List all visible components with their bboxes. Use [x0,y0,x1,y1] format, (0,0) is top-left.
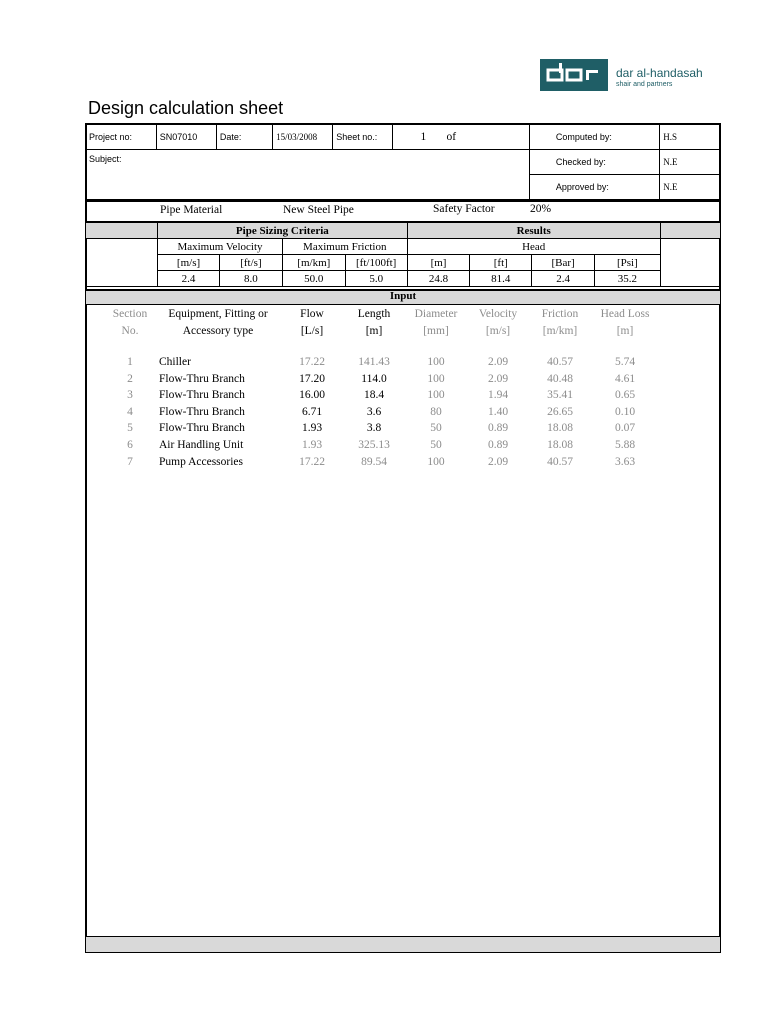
checked-label: Checked by: [529,150,659,175]
section-no: 7 [127,455,133,468]
result-value: 81.4 [470,271,532,287]
max-friction-label: Maximum Friction [282,239,407,255]
headloss-value: 0.10 [614,405,636,418]
criteria-value: 5.0 [345,271,407,287]
header-table [86,124,720,200]
result-value: 35.2 [594,271,660,287]
section-no: 2 [127,372,133,385]
headloss-value: 4.61 [614,372,636,385]
equipment-type: Chiller [159,356,191,368]
diameter-value: 100 [427,389,445,402]
equipment-type: Pump Accessories [159,455,244,468]
friction-value: 35.41 [547,389,573,402]
criteria-table [86,222,720,287]
friction-value: 40.57 [547,455,573,468]
headloss-value: 0.65 [614,389,636,402]
unit-cell: [Bar] [532,255,595,271]
flow-value: 1.93 [301,422,323,435]
section-no: 1 [127,356,133,368]
equipment-type: Flow-Thru Branch [159,422,245,435]
unit-cell: [m] [407,255,470,271]
diameter-value: 50 [430,439,442,451]
diameter-header: Diameter [mm] [414,308,458,337]
sheet-value: 1 [420,131,427,143]
headloss-value: 0.07 [614,422,636,435]
results-title: Results [407,223,660,239]
length-value: 18.4 [363,389,385,402]
max-velocity-label: Maximum Velocity [158,239,283,255]
page-title: Design calculation sheet [88,98,284,118]
equipment-type: Flow-Thru Branch [159,372,245,385]
unit-cell: [m/s] [158,255,220,271]
project-value: SN07010 [156,125,216,150]
subject-label: Subject: [86,150,529,200]
flow-value: 17.22 [299,356,325,368]
headloss-header: Head Loss [m] [600,308,650,337]
flow-value: 17.20 [299,372,325,385]
length-value: 89.54 [361,455,387,468]
pipe-sizing-criteria-title: Pipe Sizing Criteria [158,223,408,239]
friction-value: 40.48 [547,372,573,385]
friction-value: 18.08 [547,439,573,451]
length-value: 3.8 [366,422,382,435]
flow-value: 6.71 [301,405,323,418]
diameter-value: 100 [427,455,445,468]
length-value: 3.6 [366,405,382,418]
diameter-value: 100 [427,356,445,368]
criteria-value: 2.4 [158,271,220,287]
flow-value: 17.22 [299,455,325,468]
friction-value: 18.08 [547,422,573,435]
equipment-type: Flow-Thru Branch [159,405,245,418]
computed-label: Computed by: [529,125,659,150]
unit-cell: [ft/s] [219,255,282,271]
friction-value: 26.65 [547,405,573,418]
safety-factor-label: Safety Factor [433,203,495,215]
equipment-header: Equipment, Fitting or Accessory type [168,308,268,337]
section-no: 4 [127,405,133,418]
pipe-material-label: Pipe Material [160,204,223,216]
headloss-value: 5.88 [614,439,636,451]
head-label: Head [407,239,660,255]
length-value: 141.43 [358,356,390,368]
section-no: 5 [127,422,133,435]
velocity-value: 1.40 [487,405,509,418]
date-label: Date: [216,125,272,150]
length-value: 114.0 [361,372,387,385]
section-header: Section No. [112,308,148,337]
logo-mark [540,59,608,91]
velocity-header: Velocity [m/s] [478,308,518,337]
criteria-value: 8.0 [219,271,282,287]
length-header: Length [m] [357,308,391,337]
velocity-value: 2.09 [487,372,509,385]
velocity-value: 2.09 [487,455,509,468]
velocity-value: 0.89 [487,422,509,435]
computed-value: H.S [660,125,720,150]
equipment-type: Flow-Thru Branch [159,389,245,402]
footer-bar [86,936,720,952]
project-label: Project no: [86,125,156,150]
approved-label: Approved by: [529,175,659,200]
input-label: Input [389,290,417,302]
friction-header: Friction [m/km] [541,308,579,337]
section-no: 6 [127,439,133,451]
headloss-value: 3.63 [614,455,636,468]
section-no: 3 [127,389,133,402]
equipment-type: Air Handling Unit [159,439,244,451]
flow-header: Flow [L/s] [300,308,324,337]
length-value: 325.13 [358,439,390,451]
date-value: 15/03/2008 [273,125,333,150]
velocity-value: 0.89 [487,439,509,451]
unit-cell: [ft] [470,255,532,271]
checked-value: N.E [660,150,720,175]
headloss-value: 5.74 [614,356,636,368]
logo-subtitle: shair and partners [616,81,673,88]
criteria-value: 50.0 [282,271,345,287]
velocity-value: 1.94 [487,389,509,402]
sheet-label: Sheet no.: [333,125,393,150]
diameter-value: 100 [427,372,445,385]
sheet-of: of [446,131,457,143]
result-value: 24.8 [407,271,470,287]
unit-cell: [ft/100ft] [345,255,407,271]
velocity-value: 2.09 [487,356,509,368]
result-value: 2.4 [532,271,595,287]
flow-value: 16.00 [299,389,325,402]
pipe-material-value: New Steel Pipe [283,204,354,216]
safety-factor-value: 20% [530,203,552,215]
diameter-value: 80 [430,405,442,418]
unit-cell: [m/km] [282,255,345,271]
approved-value: N.E [660,175,720,200]
flow-value: 1.93 [301,439,323,451]
friction-value: 40.57 [547,356,573,368]
diameter-value: 50 [430,422,442,435]
unit-cell: [Psi] [594,255,660,271]
logo-brand: dar al-handasah [616,66,703,80]
